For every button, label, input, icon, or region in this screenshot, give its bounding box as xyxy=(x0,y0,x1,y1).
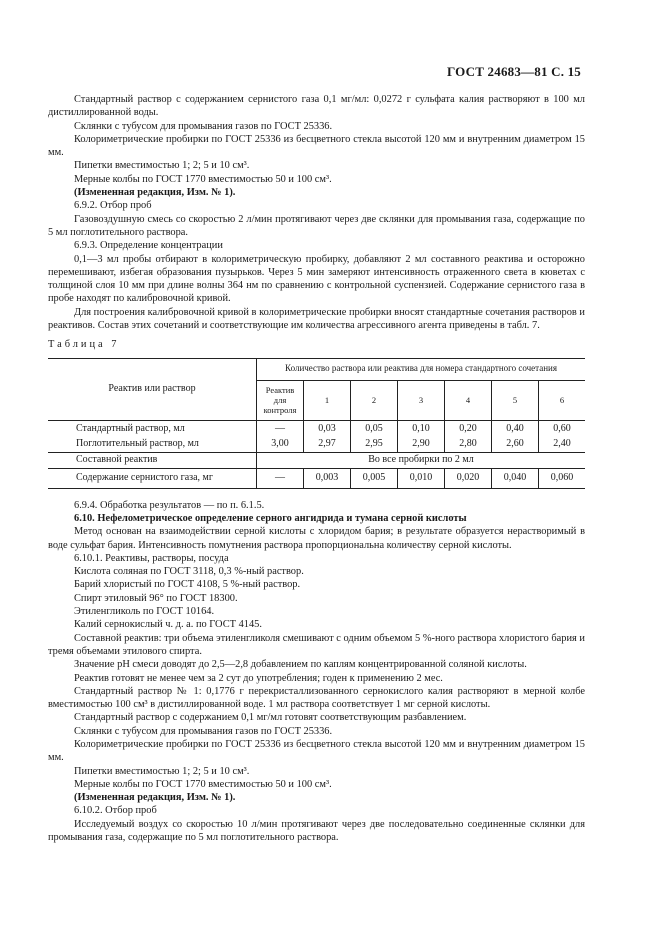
row-label: Содержание сернистого газа, мг xyxy=(48,468,257,488)
table-cell: 0,60 xyxy=(539,420,586,436)
table-row xyxy=(48,436,585,452)
section-title: 6.9.2. Отбор проб xyxy=(74,200,152,212)
column-header-reagent: Реактив или раствор xyxy=(48,358,257,420)
column-header-number: 2 xyxy=(351,380,398,420)
table-cell: 0,060 xyxy=(539,468,586,488)
list-item: Барий хлористый по ГОСТ 4108, 5 %-ный раствор. xyxy=(74,579,301,591)
table-cell: 0,40 xyxy=(492,420,539,436)
section-title: 6.10. Нефелометрическое определение серного ангидрида и тумана серной кислоты xyxy=(74,512,467,524)
column-header-group: Количество раствора или реактива для номера стандартного сочетания xyxy=(257,358,586,380)
section-title: 6.10.2. Отбор проб xyxy=(74,805,157,817)
list-item: Кислота соляная по ГОСТ 3118, 0,3 %-ный раствор. xyxy=(74,566,304,578)
list-item: Мерные колбы по ГОСТ 1770 вместимостью 50 и 100 см³. xyxy=(74,778,332,790)
row-label: Стандартный раствор, мл xyxy=(48,420,257,436)
table-cell: — xyxy=(257,468,304,488)
table-7 xyxy=(48,358,585,489)
table-cell: 0,20 xyxy=(445,420,492,436)
table-cell: 0,003 xyxy=(304,468,351,488)
list-item: Пипетки вместимостью 1; 2; 5 и 10 см³. xyxy=(74,765,250,777)
column-header-number: 1 xyxy=(304,380,351,420)
paragraph: Пипетки вместимостью 1; 2; 5 и 10 см³. xyxy=(74,160,250,172)
table-cell: Во все пробирки по 2 мл xyxy=(257,452,586,468)
table-cell: 2,95 xyxy=(351,436,398,452)
table-cell: 2,97 xyxy=(304,436,351,452)
list-item: Этиленгликоль по ГОСТ 10164. xyxy=(74,606,215,618)
table-cell: — xyxy=(257,420,304,436)
paragraph: Колориметрические пробирки по ГОСТ 25336 из бесцветного стекла высотой 120 мм и внутренним диаметром 15 мм. xyxy=(48,133,585,159)
row-label: Поглотительный раствор, мл xyxy=(48,436,257,452)
table-cell: 0,005 xyxy=(351,468,398,488)
document-body xyxy=(48,93,585,844)
list-item: Стандартный раствор с содержанием 0,1 мг/мл готовят соответствующим разбавлением. xyxy=(74,712,467,724)
table-cell: 2,40 xyxy=(539,436,586,452)
table-cell: 0,010 xyxy=(398,468,445,488)
table-cell: 0,03 xyxy=(304,420,351,436)
paragraph: Метод основан на взаимодействии серной кислоты с хлоридом бария; в результате образуется нерастворимый в воде сульфат бария. Интенсивность помутнения раствора пропорциональна количеству серной кислоты. xyxy=(48,526,585,551)
list-item: Склянки с тубусом для промывания газов по ГОСТ 25336. xyxy=(74,725,333,737)
table-cell: 3,00 xyxy=(257,436,304,452)
list-item: Калий сернокислый ч. д. а. по ГОСТ 4145. xyxy=(74,619,262,631)
table-cell: 0,05 xyxy=(351,420,398,436)
list-item: Значение pH смеси доводят до 2,5—2,8 добавлением по каплям концентрированной соляной кислоты. xyxy=(74,659,527,671)
row-label: Составной реактив xyxy=(48,452,257,468)
paragraph: Газовоздушную смесь со скоростью 2 л/мин протягивают через две склянки для промывания газа, содержащие по 5 мл поглотительного раствора. xyxy=(48,213,585,238)
paragraph: Стандартный раствор с содержанием сернистого газа 0,1 мг/мл: 0,0272 г сульфата калия растворяют в 100 мл дистиллированной воды. xyxy=(48,94,585,119)
table-title: Таблица 7 xyxy=(48,339,120,351)
table-row xyxy=(48,420,585,436)
table-row xyxy=(48,468,585,488)
list-item: Составной реактив: три объема этиленгликоля смешивают с одним объемом 5 %-ного раствора хлористого бария и тремя объемами этилового спирта. xyxy=(48,632,585,657)
column-header-number: 6 xyxy=(539,380,586,420)
paragraph: Мерные колбы по ГОСТ 1770 вместимостью 50 и 100 см³. xyxy=(74,173,332,185)
list-item: Спирт этиловый 96° по ГОСТ 18300. xyxy=(74,592,238,604)
list-item: Колориметрические пробирки по ГОСТ 25336 из бесцветного стекла высотой 120 мм и внутренним диаметром 15 мм. xyxy=(48,738,585,764)
column-header-number: 3 xyxy=(398,380,445,420)
table-cell: 0,040 xyxy=(492,468,539,488)
section-title: 6.10.1. Реактивы, растворы, посуда xyxy=(74,552,229,564)
table-cell: 0,020 xyxy=(445,468,492,488)
table-cell: 2,90 xyxy=(398,436,445,452)
paragraph: 6.9.4. Обработка результатов — по п. 6.1.5. xyxy=(74,499,265,511)
list-item: Стандартный раствор № 1: 0,1776 г перекристаллизованного сернокислого калия растворяют в мерной колбе вместимостью 100 см³ в дистиллированной воде. 1 мл раствора соответствует 1 мг серной кислоты. xyxy=(48,685,585,711)
table-cell: 2,80 xyxy=(445,436,492,452)
column-header-number: 4 xyxy=(445,380,492,420)
paragraph: Склянки с тубусом для промывания газов по ГОСТ 25336. xyxy=(74,120,333,132)
column-header-number: 5 xyxy=(492,380,539,420)
list-item: Реактив готовят не менее чем за 2 сут до употребления; годен к применению 2 мес. xyxy=(74,672,443,684)
table-cell: 0,10 xyxy=(398,420,445,436)
change-note: (Измененная редакция, Изм. № 1). xyxy=(74,187,236,199)
page-header: ГОСТ 24683—81 С. 15 xyxy=(447,64,581,79)
paragraph: Исследуемый воздух со скоростью 10 л/мин протягивают через две последовательно соединенные склянки для промывания газа, содержащие по 5 мл поглотительного раствора. xyxy=(48,818,585,844)
table-row xyxy=(48,452,585,468)
section-title: 6.9.3. Определение концентрации xyxy=(74,240,223,252)
change-note: (Измененная редакция, Изм. № 1). xyxy=(74,792,236,804)
column-header-control: Реактив для контроля xyxy=(257,380,304,420)
paragraph: 0,1—3 мл пробы отбирают в колориметрическую пробирку, добавляют 2 мл составного реактива и осторожно перемешивают, избегая образования пузырьков. Через 5 мин замеряют интенсивность отраженного света в кюветах с толщиной слоя 10 мм при длине волны 364 нм по сравнению с контрольной суспензией. Содержание сернистого газа в пробе находят по калибровочной кривой. xyxy=(48,253,585,305)
paragraph: Для построения калибровочной кривой в колориметрические пробирки вносят стандартные сочетания растворов и реактивов. Состав этих сочетаний и соответствующие им количества агрессивного агента приведены в табл. 7. xyxy=(48,306,585,332)
table-cell: 2,60 xyxy=(492,436,539,452)
